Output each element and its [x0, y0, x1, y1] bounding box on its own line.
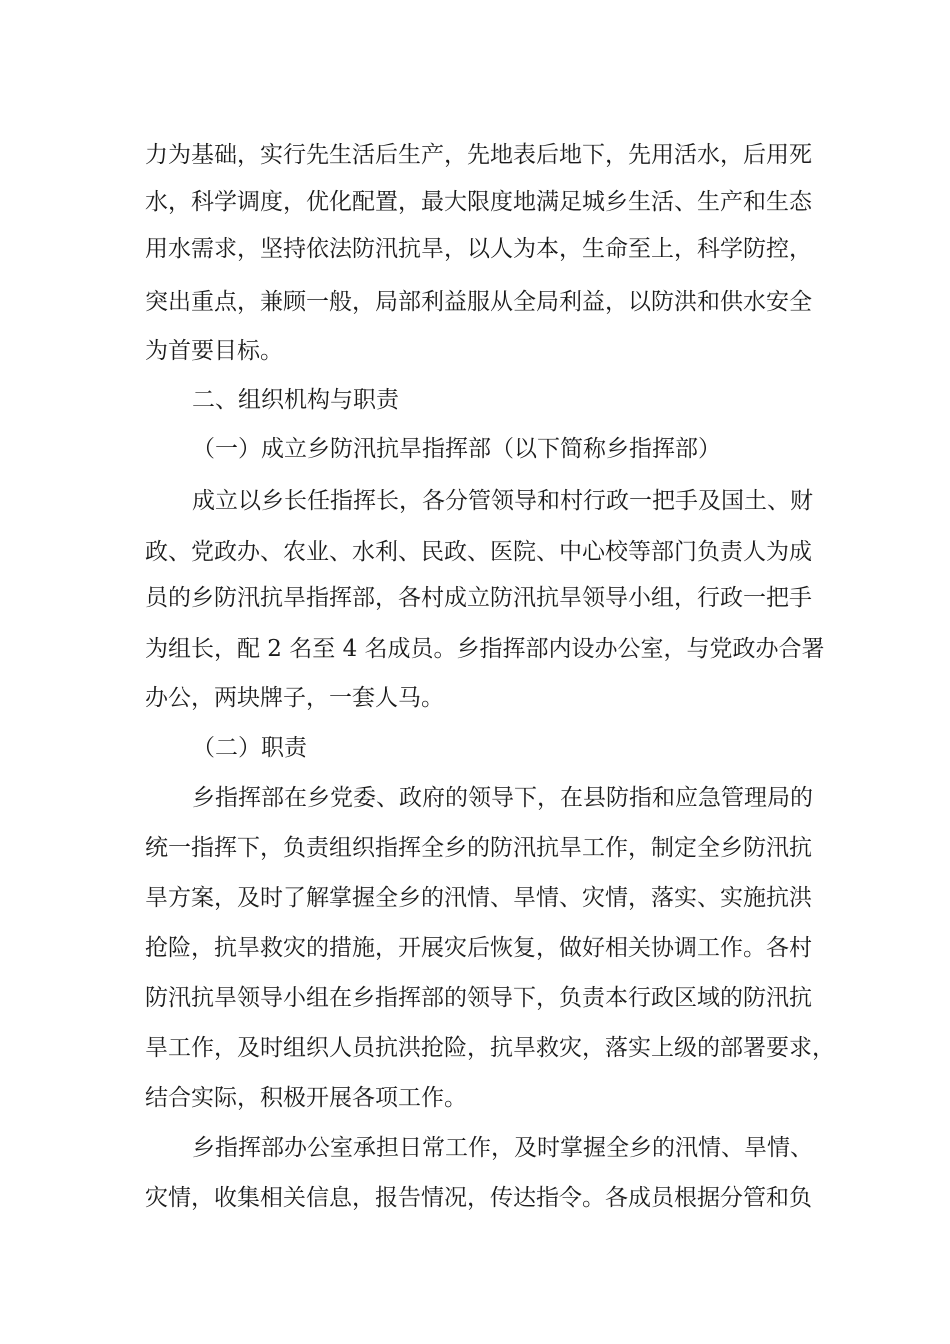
subsection-heading: （二）职责 [192, 735, 307, 761]
paragraph-line: 力为基础，实行先生活后生产，先地表后地下，先用活水，后用死 [145, 142, 812, 168]
paragraph-line: 旱方案，及时了解掌握全乡的汛情、旱情、灾情，落实、实施抗洪 [145, 885, 812, 911]
paragraph-line: 政、党政办、农业、水利、民政、医院、中心校等部门负责人为成 [145, 539, 812, 565]
paragraph-line: 员的乡防汛抗旱指挥部，各村成立防汛抗旱领导小组，行政一把手 [145, 585, 812, 611]
paragraph-line: 突出重点，兼顾一般，局部利益服从全局利益，以防洪和供水安全 [145, 289, 812, 315]
paragraph-line: 结合实际，积极开展各项工作。 [145, 1085, 467, 1111]
section-heading: 二、组织机构与职责 [192, 387, 399, 413]
paragraph-line: 防汛抗旱领导小组在乡指挥部的领导下，负责本行政区域的防汛抗 [145, 985, 812, 1011]
paragraph-line: 乡指挥部办公室承担日常工作，及时掌握全乡的汛情、旱情、 [192, 1135, 813, 1161]
subsection-heading: （一）成立乡防汛抗旱指挥部（以下简称乡指挥部） [192, 436, 721, 462]
paragraph-line: 乡指挥部在乡党委、政府的领导下，在县防指和应急管理局的 [192, 785, 813, 811]
paragraph-line: 办公，两块牌子，一套人马。 [145, 685, 444, 711]
paragraph-line: 为首要目标。 [145, 338, 283, 364]
paragraph-line: 灾情，收集相关信息，报告情况，传达指令。各成员根据分管和负 [145, 1185, 812, 1211]
paragraph-line: 抢险，抗旱救灾的措施，开展灾后恢复，做好相关协调工作。各村 [145, 935, 812, 961]
paragraph-line: 水，科学调度，优化配置，最大限度地满足城乡生活、生产和生态 [145, 189, 812, 215]
paragraph-line: 为组长，配 2 名至 4 名成员。乡指挥部内设办公室，与党政办合署 [145, 636, 825, 662]
paragraph-line: 用水需求，坚持依法防汛抗旱，以人为本，生命至上，科学防控， [145, 236, 812, 262]
paragraph-line: 统一指挥下，负责组织指挥全乡的防汛抗旱工作，制定全乡防汛抗 [145, 835, 812, 861]
paragraph-line: 旱工作，及时组织人员抗洪抢险，抗旱救灾，落实上级的部署要求， [145, 1035, 835, 1061]
paragraph-line: 成立以乡长任指挥长，各分管领导和村行政一把手及国土、财 [192, 488, 813, 514]
